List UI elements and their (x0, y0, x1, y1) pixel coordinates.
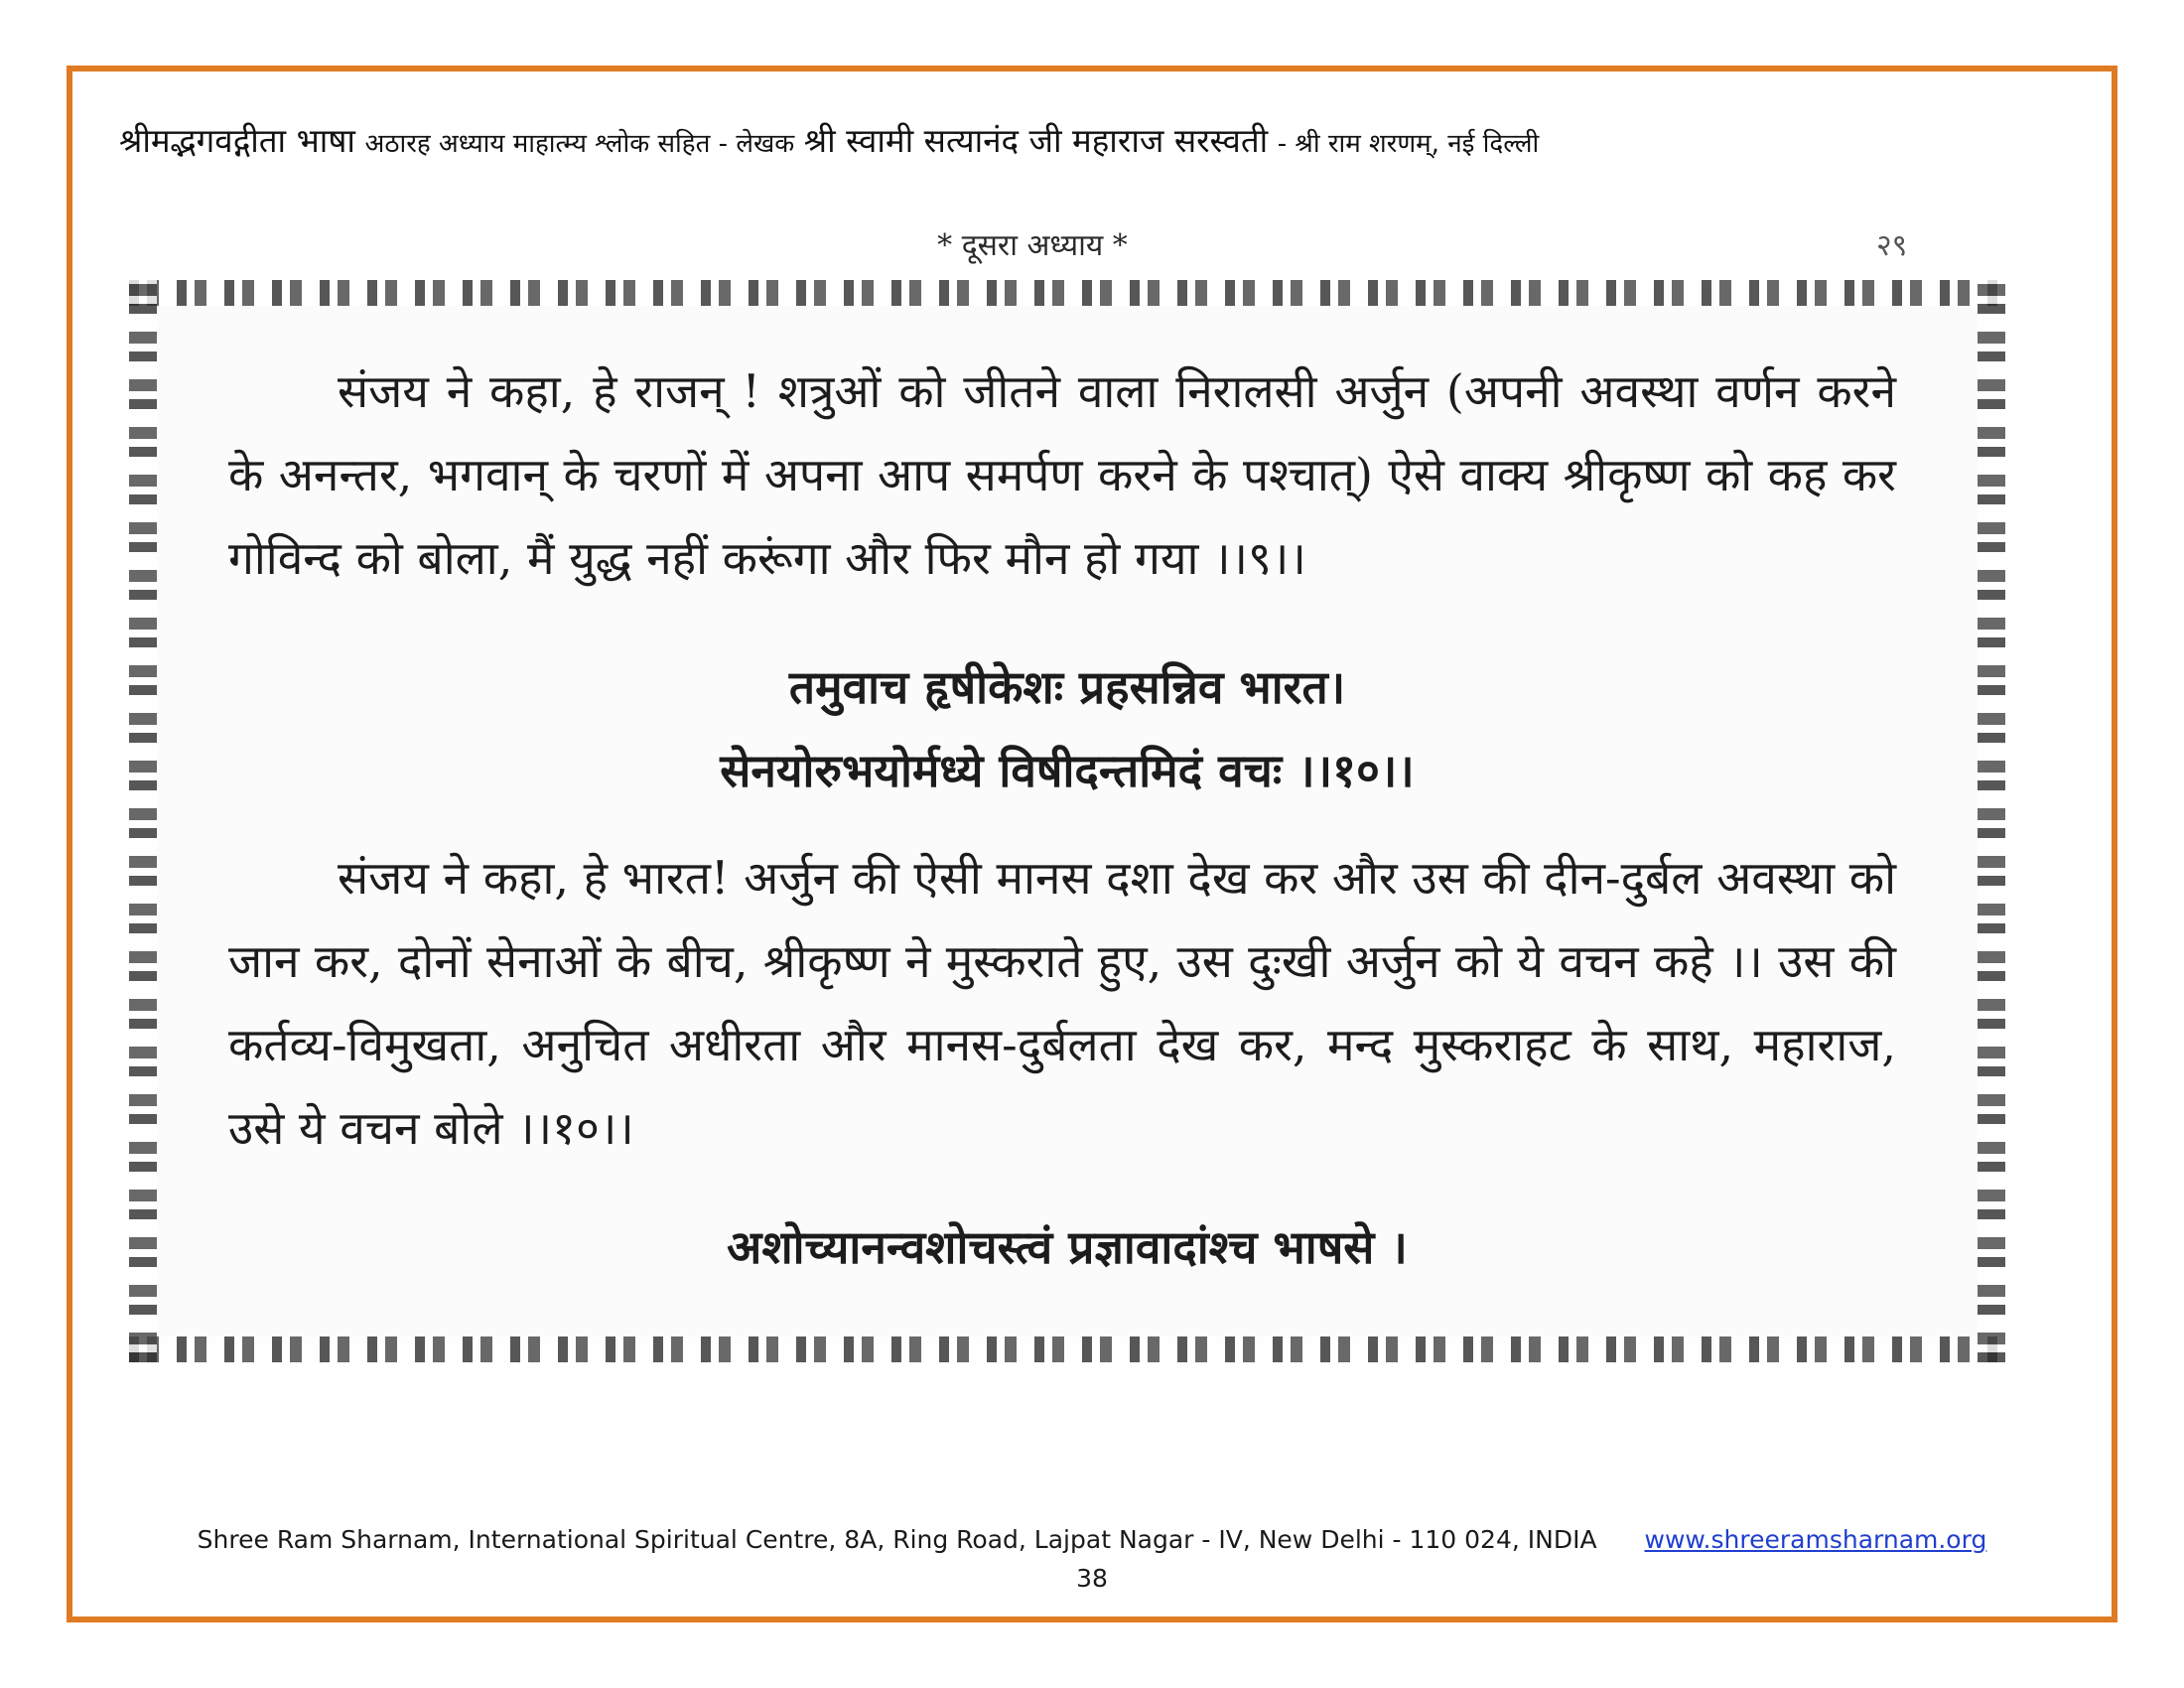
page-number: 38 (1076, 1564, 1108, 1593)
footer-address: Shree Ram Sharnam, International Spiritual Centre, 8A, Ring Road, Lajpat Nagar - IV, New Delhi - 110 024, INDIA (197, 1525, 1597, 1554)
verse-1-line-2: सेनयोरुभयोर्मध्ये विषीदन्तमिदं वचः ।।१०।। (720, 744, 1415, 797)
ornamental-border-left (129, 280, 157, 1362)
chapter-title: * दूसरा अध्याय * (937, 228, 1128, 263)
document-header (119, 117, 2065, 162)
paragraph-2: संजय ने कहा, हे भारत! अर्जुन की ऐसी मानस दशा देख कर और उस की दीन-दुर्बल अवस्था को जान कर, दोनों सेनाओं के बीच, श्रीकृष्ण ने मुस्कराते हुए, उस दुःखी अर्जुन को ये वचन कहे ।। उस की कर्तव्य-विमुखता, अनुचित अधीरता और मानस-दुर्बलता देख कर, मन्द मुस्कराहट के साथ, महाराज, उसे ये वचन बोले ।।१०।। (228, 851, 1896, 1155)
header-subtitle: अठारह अध्याय माहात्म्य श्लोक सहित - लेखक (364, 129, 795, 159)
header-title: श्रीमद्भगवद्गीता भाषा (119, 121, 355, 160)
scanned-page-image (129, 280, 2005, 1362)
verse-1-line-1: तमुवाच हृषीकेशः प्रहसन्निव भारत। (788, 660, 1346, 714)
ornamental-border-top (129, 280, 2005, 306)
website-link[interactable]: www.shreeramsharnam.org (1644, 1525, 1987, 1554)
ornamental-border-right (1978, 280, 2005, 1362)
verse-2-line-1: अशोच्यानन्वशोचस्त्वं प्रज्ञावादांश्च भाषसे । (727, 1220, 1408, 1274)
header-publisher: - श्री राम शरणम्, नई दिल्ली (1277, 129, 1540, 159)
paragraph-1: संजय ने कहा, हे राजन् ! शत्रुओं को जीतने वाला निरालसी अर्जुन (अपनी अवस्था वर्णन करने के अनन्तर, भगवान् के चरणों में अपना आप समर्पण करने के पश्चात्) ऐसे वाक्य श्रीकृष्ण को कह कर गोविन्द को बोला, मैं युद्ध नहीं करूंगा और फिर मौन हो गया ।।९।। (228, 364, 1896, 585)
footer (0, 1525, 2184, 1554)
header-author: श्री स्वामी सत्यानंद जी महाराज सरस्वती (803, 121, 1269, 160)
ornamental-border-bottom (129, 1336, 2005, 1362)
printed-page-number: २९ (1876, 228, 1908, 263)
